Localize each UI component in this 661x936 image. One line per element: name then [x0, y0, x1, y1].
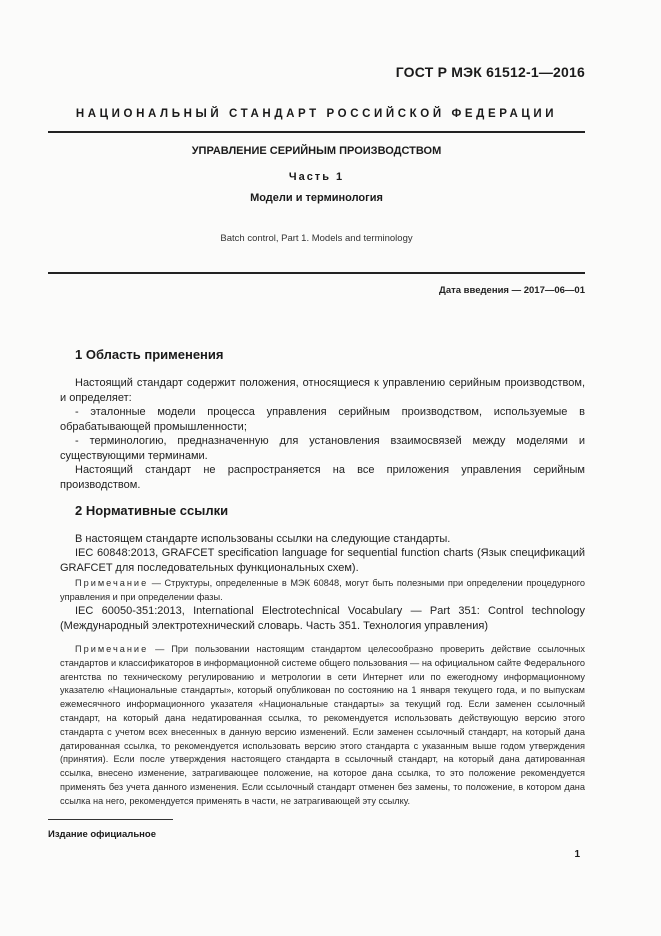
section-1-heading: 1 Область применения: [75, 347, 224, 362]
document-subtitle: Модели и терминология: [250, 192, 383, 204]
section-2-paragraph-1: В настоящем стандарте использованы ссылки на следующие стандарты.: [75, 533, 451, 545]
standard-number: ГОСТ Р МЭК 61512-1—2016: [395, 64, 585, 80]
section-1-paragraph-2: - эталонные модели процесса управления серийным производством, используемые в обрабатывающей промышленности;: [60, 406, 585, 433]
section-1-paragraph-1: Настоящий стандарт содержит положения, относящиеся к управлению серийным производством, и определяет:: [60, 377, 585, 404]
page-number: 1: [574, 849, 580, 860]
section-2-paragraph-2: IEC 60848:2013, GRAFCET specification language for sequential function charts (Язык спецификаций GRAFCET для последовательных функциональных схем).: [60, 547, 585, 574]
note-1-label: Примечание: [75, 578, 149, 588]
section-1-paragraph-3: - терминологию, предназначенную для установления взаимосвязей между моделями и существующими терминами.: [60, 435, 585, 462]
national-standard-banner: НАЦИОНАЛЬНЫЙ СТАНДАРТ РОССИЙСКОЙ ФЕДЕРАЦИИ: [75, 108, 558, 120]
note-1-text: — Структуры, определенные в МЭК 60848, могут быть полезными при определении процедурного управления и при определении фазы.: [60, 578, 585, 602]
title-rule: [48, 272, 585, 274]
english-title: Batch control, Part 1. Models and terminology: [220, 233, 413, 244]
note-2-label: Примечание: [75, 644, 149, 654]
section-1-paragraph-4: Настоящий стандарт не распространяется на все приложения управления серийным производством.: [60, 464, 585, 491]
note-2-text: — При пользовании настоящим стандартом целесообразно проверить действие ссылочных стандартов и классификаторов в информационной системе общего пользования — на официальном сайте Федерального агентства по техническому регулированию и метрологии в сети Интернет или по ежегодному информационному указателю «Национальные стандарты», который опубликован по состоянию на 1 января текущего года, и по выпускам ежемесячного информационного указателя «Национальные стандарты» за текущий год. Если заменен ссылочный стандарт, на который дана недатированная ссылка, то рекомендуется использовать действующую версию этого стандарта с учетом всех внесенных в данную версию изменений. Если заменен ссылочный стандарт, на который дана датированная ссылка, то рекомендуется использовать версию этого стандарта с указанным выше годом утверждения (принятия). Если после утверждения настоящего стандарта в ссылочный стандарт, на который дана датированная ссылка, внесено изменение, затрагивающее положение, на которое дана ссылка, то это положение рекомендуется применять без учета данного изменения. Если ссылочный стандарт отменен без замены, то положение, в котором дана ссылка на него, рекомендуется применять в части, не затрагивающей эту ссылку.: [60, 644, 585, 806]
document-title: УПРАВЛЕНИЕ СЕРИЙНЫМ ПРОИЗВОДСТВОМ: [191, 145, 442, 157]
section-2-paragraph-3: IEC 60050-351:2013, International Electrotechnical Vocabulary — Part 351: Control technology (Международный электротехнический словарь. Часть 351. Технология управления): [60, 605, 585, 632]
edition-label: Издание официальное: [48, 829, 156, 840]
note-1: [60, 577, 585, 605]
footer-rule: [48, 819, 173, 820]
section-2-heading: 2 Нормативные ссылки: [75, 503, 229, 518]
note-2: [60, 643, 585, 809]
document-part: Часть 1: [288, 171, 345, 183]
header-rule: [48, 131, 585, 133]
introduction-date: Дата введения — 2017—06—01: [439, 285, 585, 296]
